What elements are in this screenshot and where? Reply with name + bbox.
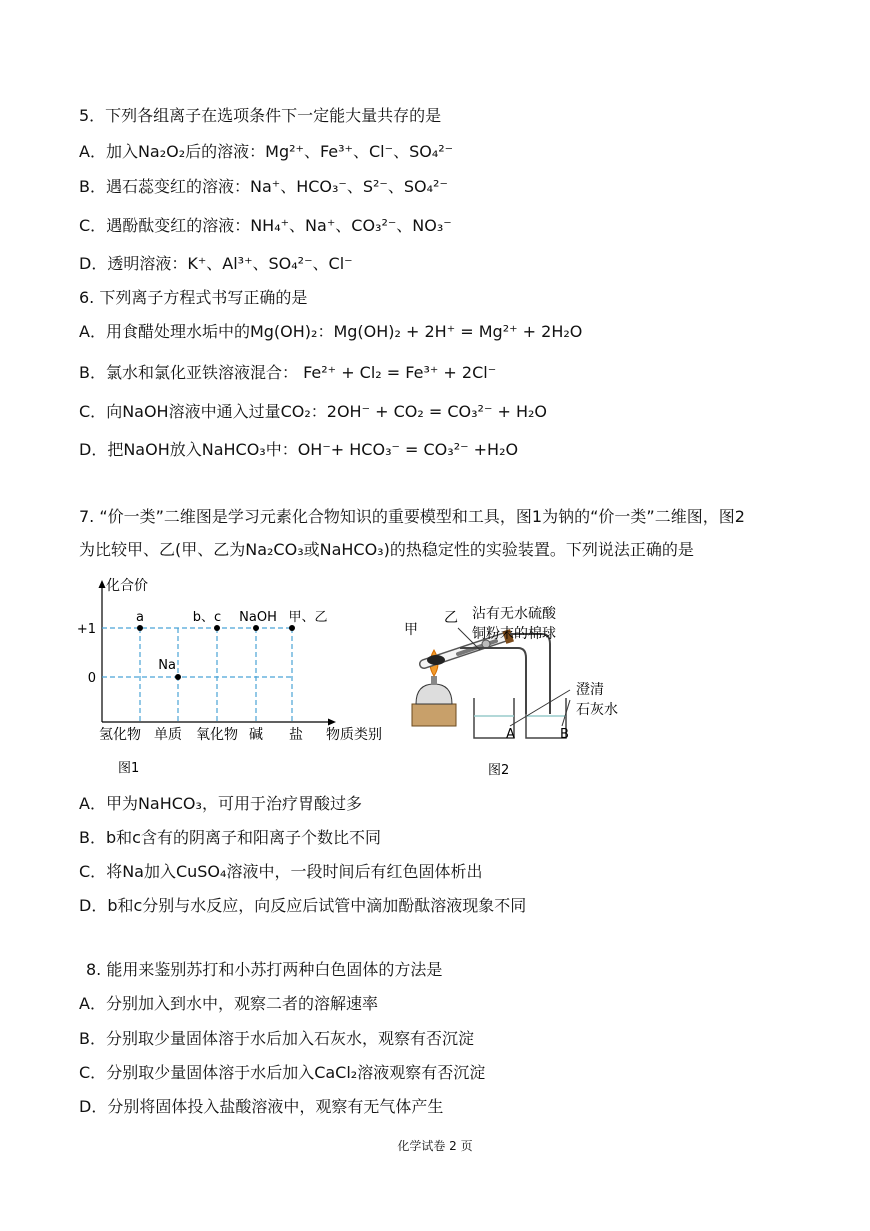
option-letter: B． [79,1029,106,1048]
option-letter: B． [79,363,106,382]
q5-option-a [79,142,453,162]
option-text: b和c分别与水反应，向反应后试管中滴加酚酞溶液现象不同 [107,896,527,915]
point-label: NaOH [239,610,277,625]
figure-1-valence-chart [76,572,400,777]
q8-stem: 8. 能用来鉴别苏打和小苏打两种白色固体的方法是 [86,960,443,979]
category-label: 碱 [249,727,263,743]
q5-option-d [79,254,353,274]
y-tick-label-zero: 0 [87,671,96,686]
option-text: 甲为NaHCO₃，可用于治疗胃酸过多 [105,794,362,813]
option-letter: D． [79,896,108,915]
data-point [137,625,143,631]
point-label: b、c [192,610,222,625]
category-label: 氢化物 [99,727,141,743]
point-label: a [136,610,144,625]
y-tick-label-plus1: +1 [76,622,96,637]
option-text: 氯水和氯化亚铁溶液混合： Fe²⁺ + Cl₂ = Fe³⁺ + 2Cl⁻ [105,363,497,382]
option-letter: D． [79,440,108,459]
q8-option-a [79,994,378,1014]
y-axis-label: 化合价 [106,578,148,594]
point-label: 甲、乙 [288,610,328,625]
q7-option-d [79,896,526,916]
option-letter: B． [79,828,106,847]
option-text: 加入Na₂O₂后的溶液：Mg²⁺、Fe³⁺、Cl⁻、SO₄²⁻ [105,142,454,161]
q7-stem-line1: 7. “价一类”二维图是学习元素化合物知识的重要模型和工具，图1为钠的“价一类”二维图，图2 [79,507,745,526]
option-letter: C． [79,862,107,881]
category-label: 氧化物 [196,727,238,743]
option-text: 遇石蕊变红的溶液：Na⁺、HCO₃⁻、S²⁻、SO₄²⁻ [105,177,448,196]
point-label: Na [158,658,176,673]
option-letter: D． [79,254,108,273]
data-point [253,625,259,631]
q7-stem-line2: 为比较甲、乙(甲、乙为Na₂CO₃或NaHCO₃)的热稳定性的实验装置。下列说法正确的是 [79,540,694,559]
beaker-a-label: A [506,727,515,742]
option-letter: A． [79,794,106,813]
option-letter: D． [79,1097,108,1116]
option-text: 用食醋处理水垢中的Mg(OH)₂：Mg(OH)₂ + 2H⁺ = Mg²⁺ + 2H₂O [105,322,583,341]
q6-option-c [79,402,547,422]
page-footer: 化学试卷 2 页 [397,1139,473,1153]
limewater-label-line1: 澄清 [576,682,604,698]
q6-option-d [79,440,518,460]
q8-option-c [79,1063,485,1083]
beakers [474,698,566,738]
q6-option-a [79,322,582,342]
beaker-b-label: B [560,727,569,742]
data-point [175,674,181,680]
option-text: 把NaOH放入NaHCO₃中：OH⁻+ HCO₃⁻ = CO₃²⁻ +H₂O [107,440,519,459]
q8-option-b [79,1029,474,1049]
figure-2-apparatus [400,592,640,780]
option-letter: C． [79,216,107,235]
category-label: 单质 [154,727,182,743]
q7-option-c [79,862,482,882]
q5-option-b [79,177,448,197]
data-point [214,625,220,631]
option-text: 将Na加入CuSO₄溶液中，一段时间后有红色固体析出 [106,862,483,881]
option-letter: C． [79,1063,107,1082]
option-letter: A． [79,142,106,161]
option-letter: C． [79,402,107,421]
option-letter: B． [79,177,106,196]
cotton-note-line2: 铜粉末的棉球 [472,626,556,642]
option-text: 透明溶液：K⁺、Al³⁺、SO₄²⁻、Cl⁻ [107,254,353,273]
option-text: b和c含有的阴离子和阳离子个数比不同 [105,828,381,847]
figure-2-caption: 图2 [488,763,510,778]
option-letter: A． [79,994,106,1013]
option-text: 分别取少量固体溶于水后加入石灰水，观察有否沉淀 [105,1029,474,1048]
q7-option-b [79,828,381,848]
figure-1-caption: 图1 [118,761,140,776]
q6-option-b [79,363,496,383]
option-text: 分别取少量固体溶于水后加入CaCl₂溶液观察有否沉淀 [106,1063,486,1082]
label-jia: 甲 [404,622,418,638]
limewater-label-line2: 石灰水 [576,702,618,718]
category-label: 盐 [289,727,303,743]
cotton-note-line1: 沾有无水硫酸 [472,606,556,622]
q8-option-d [79,1097,443,1117]
option-text: 向NaOH溶液中通入过量CO₂：2OH⁻ + CO₂ = CO₃²⁻ + H₂O [106,402,548,421]
option-text: 分别加入到水中，观察二者的溶解速率 [105,994,378,1013]
label-yi: 乙 [444,610,458,626]
q6-stem: 6. 下列离子方程式书写正确的是 [79,288,308,307]
q5-option-c [79,216,452,236]
option-text: 遇酚酞变红的溶液：NH₄⁺、Na⁺、CO₃²⁻、NO₃⁻ [106,216,452,235]
q5-stem: 5．下列各组离子在选项条件下一定能大量共存的是 [79,106,442,125]
option-letter: A． [79,322,106,341]
x-axis-label: 物质类别 [326,727,382,743]
option-text: 分别将固体投入盐酸溶液中，观察有无气体产生 [107,1097,444,1116]
data-point [289,625,295,631]
q7-option-a [79,794,362,814]
